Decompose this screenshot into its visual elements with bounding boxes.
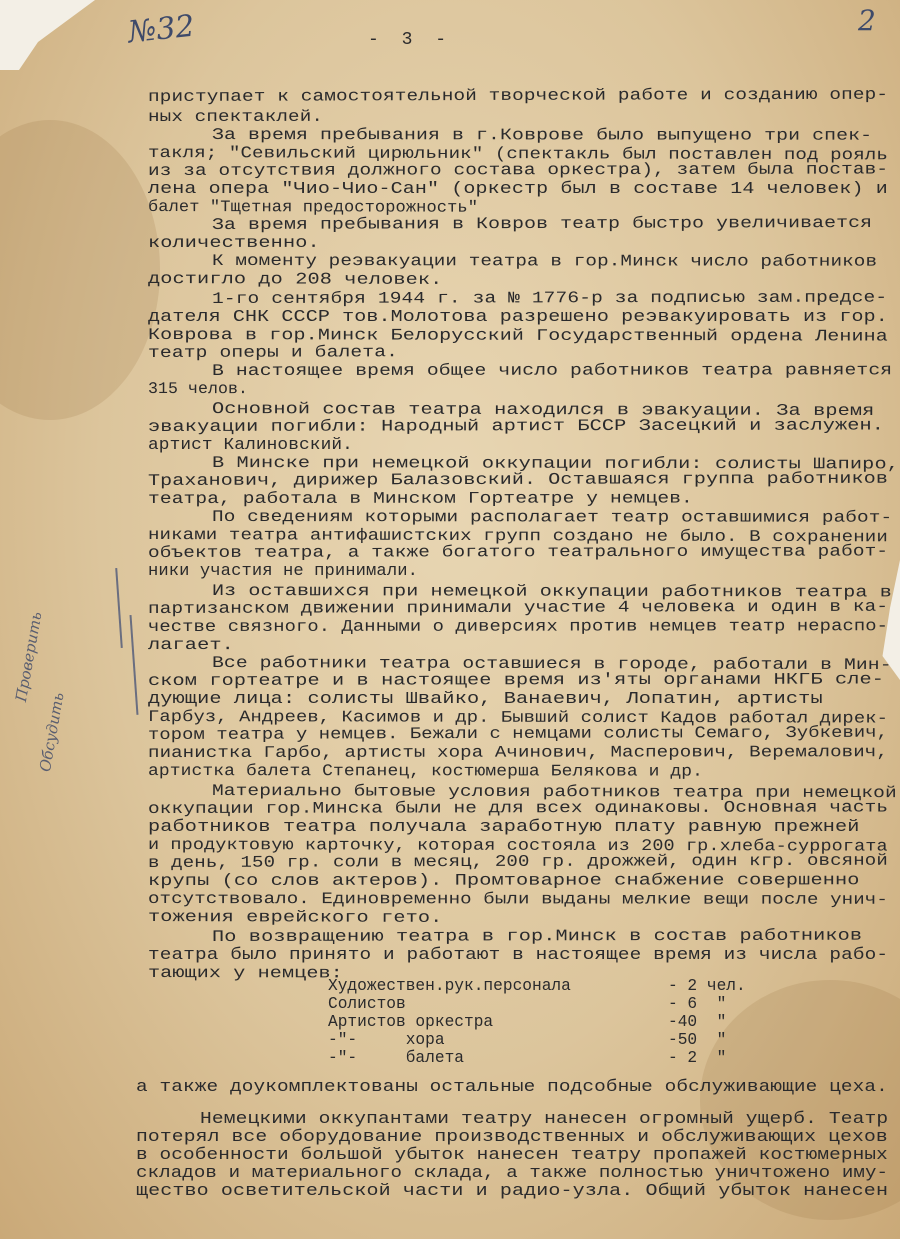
margin-mark [115, 568, 122, 648]
paragraph-start-line: а также доукомплектованы остальные подсобные обслуживающие цеха. [136, 1078, 888, 1096]
text-line: балет "Тщетная предосторожность" [147, 198, 479, 217]
margin-mark [130, 615, 138, 715]
text-line: такля; "Севильский цирюльник" (спектакль был поставлен под рояль [147, 144, 888, 165]
staff-category: -"- балета [328, 1049, 464, 1067]
text-line: из за отсутствия должного состава оркестра), затем была постав- [147, 160, 889, 180]
text-line: тором театра у немцев. Бежали с немцами солисты Семаго, Зубкевич, [147, 723, 889, 744]
margin-note-discuss: Обсудить [36, 691, 68, 774]
staff-category: Артистов оркестра [328, 1013, 494, 1031]
text-line: и продуктовую карточку, которая состояла из 200 гр.хлеба-суррогата [147, 836, 888, 856]
archive-number: №32 [126, 8, 197, 51]
staff-count: -50 " [668, 1031, 727, 1049]
staff-count: -40 " [668, 1013, 727, 1031]
text-line: в день, 150 гр. соли в месяц, 200 гр. дрожжей, один кгр. овсяной [147, 851, 888, 872]
paragraph-start-line: Все работники театра оставшиеся в городе, работали в Мин- [211, 654, 892, 675]
paragraph-start-line: Немецкими оккупантами театру нанесен огромный ущерб. Театр [200, 1110, 889, 1128]
margin-note-checked: Проверить [12, 610, 46, 704]
text-line: ники участия не принимали. [148, 562, 418, 580]
text-line: отсутствовало. Единовременно были выданы мелкие вещи после унич- [147, 890, 888, 909]
staff-category: Солистов [328, 995, 406, 1013]
text-line: театр оперы и балета. [147, 343, 399, 362]
staff-count: - 2 чел. [668, 977, 746, 995]
text-line: театра было принято и работают в настоящее время из числа рабо- [148, 946, 889, 964]
text-line: оккупации гор.Минска были не для всех одинаковы. Основная часть [147, 798, 889, 818]
text-line: дателя СНК СССР тов.Молотова разрешено реэвакуировать из гор. [148, 308, 888, 326]
staff-count: - 2 " [668, 1049, 727, 1067]
paper-stain [0, 120, 160, 420]
sheet-number: 2 [858, 4, 876, 37]
text-line: пианистка Гарбо, артисты хора Ачинович, Масперович, Веремалович, [147, 743, 888, 762]
text-line: щество осветительской части и радио-узла. Общий убыток нанесен [136, 1182, 889, 1200]
text-line: партизанском движении принимали участие 4 человека и один в ка- [147, 597, 889, 618]
text-line: в особенности большой убыток нанесен театру пропажей костюмерных [136, 1146, 888, 1164]
text-line: Траханович, дирижер Балазовский. Оставшаяся группа работников [147, 469, 888, 490]
text-line: крупы (со слов актеров). Промтоварное снабжение совершенно [147, 871, 860, 890]
text-line: работников театра получала заработную плату равную прежней [148, 818, 860, 836]
paragraph-start-line: К моменту реэвакуации театра в гор.Минск число работников [211, 252, 878, 271]
text-line: Гарбуз, Андреев, Касимов и др. Бывший солист Кадов работал дирек- [147, 708, 889, 728]
text-line: 315 челов. [147, 380, 249, 399]
torn-corner [0, 0, 95, 70]
text-line: приступает к самостоятельной творческой работе и созданию опер- [147, 85, 889, 106]
staff-category: -"- хора [328, 1031, 445, 1049]
text-line: честве связного. Данными о диверсиях против немцев театр нераспо- [147, 617, 888, 636]
text-line: тожения еврейского гето. [147, 908, 443, 927]
text-line: дующие лица: солисты Швайко, Ванаевич, Лопатин, артисты [148, 690, 823, 708]
text-line: эвакуации погибли: Народный артист БССР Засецкий и заслужен. [147, 416, 885, 436]
paragraph-start-line: По возвращению театра в гор.Минск в состав работников [211, 926, 863, 946]
text-line: ных спектаклей. [147, 107, 324, 126]
text-line: лена опера "Чио-Чио-Сан" (оркестр был в составе 14 человек) и [148, 180, 888, 198]
text-line: количественно. [147, 233, 320, 252]
paragraph-start-line: Материально бытовые условия работников театра при немецкой [211, 782, 897, 803]
staff-count: - 6 " [668, 995, 727, 1013]
paragraph-start-line: Основной состав театра находился в эвакуации. За время [211, 400, 875, 421]
page-number: - 3 - [368, 30, 453, 50]
text-line: достигло до 208 человек. [147, 270, 443, 289]
text-line: Коврова в гор.Минск Белорусский Государственный ордена Ленина [147, 326, 888, 346]
text-line: никами театра антифашистских групп создано не было. В сохранении [147, 526, 888, 547]
text-line: складов и материального склада, а также полностью уничтожено иму- [136, 1164, 889, 1182]
text-line: тающих у немцев: [147, 964, 343, 983]
paragraph-start-line: В настоящее время общее число работников театра равняется [211, 361, 893, 380]
text-line: театра, работала в Минском Гортеатре у немцев. [147, 489, 693, 508]
text-line: артист Калиновский. [148, 436, 353, 454]
paragraph-start-line: Из оставшихся при немецкой оккупации работников театра в [211, 582, 892, 602]
paragraph-start-line: За время пребывания в Ковров театр быстро увеличивается [211, 213, 873, 234]
staff-category: Художествен.рук.персонала [328, 977, 571, 995]
paragraph-start-line: В Минске при немецкой оккупации погибли: солисты Шапиро, [211, 454, 900, 474]
paragraph-start-line: По сведениям которыми располагает театр оставшимися работ- [211, 508, 893, 527]
text-line: артистка балета Степанец, костюмерша Белякова и др. [147, 762, 704, 781]
text-line: потерял все оборудование производственных и обслуживающих цехов [136, 1128, 888, 1146]
text-line: объектов театра, а также богатого театрального имущества работ- [147, 542, 889, 562]
text-line: лагает. [147, 636, 234, 655]
text-line: ском гортеатре и в настоящее время из'яты органами НКГБ сле- [147, 670, 885, 690]
paragraph-start-line: За время пребывания в г.Коврове было выпущено три спек- [211, 126, 873, 145]
paragraph-start-line: 1-го сентября 1944 г. за № 1776-р за подписью зам.предсе- [211, 288, 888, 308]
